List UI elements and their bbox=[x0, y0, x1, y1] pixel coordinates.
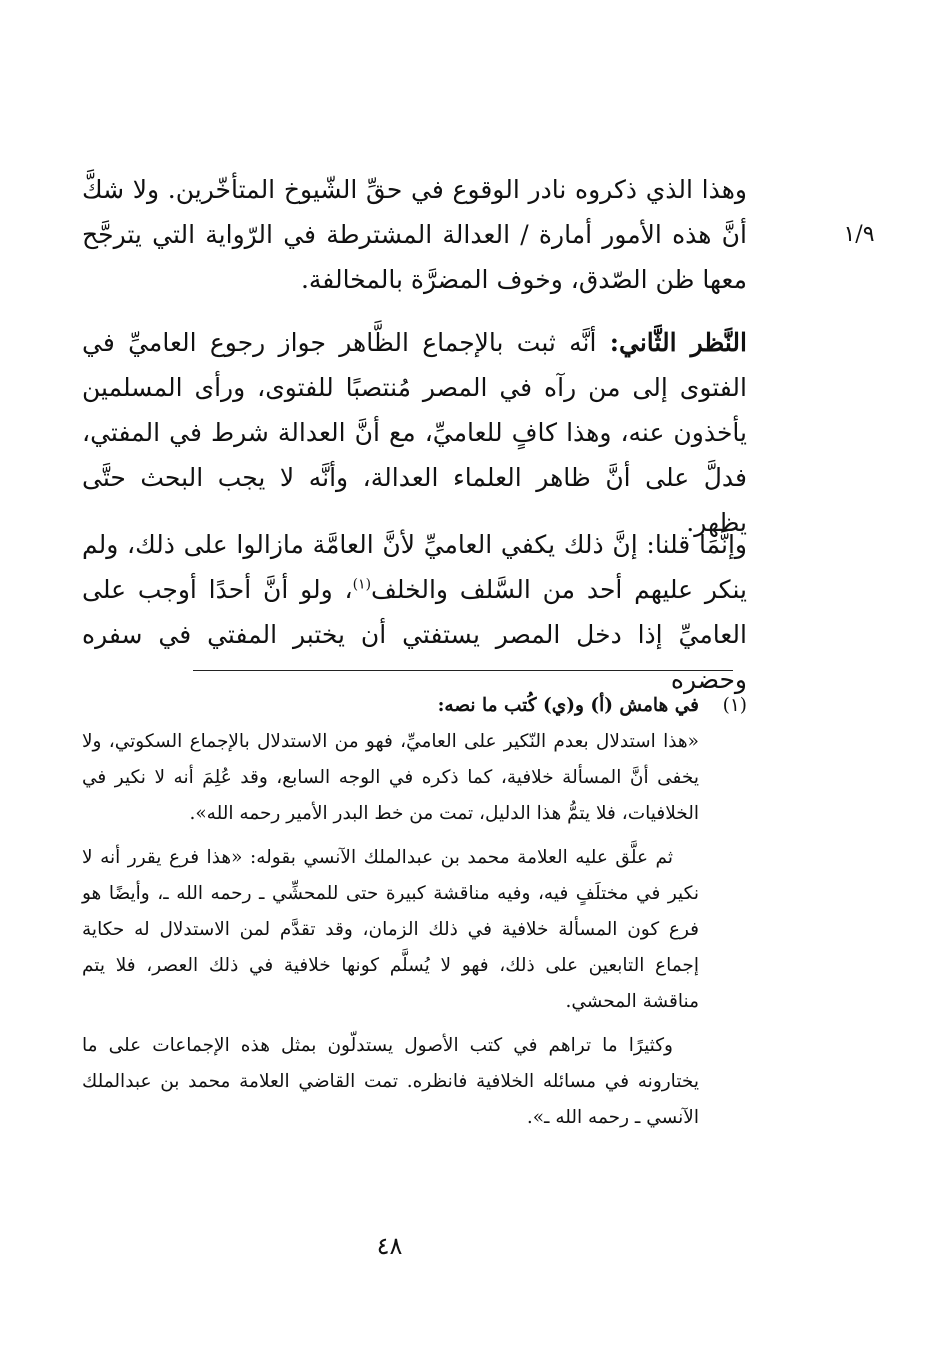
footnote-divider bbox=[193, 670, 733, 671]
paragraph-1 bbox=[82, 167, 747, 302]
paragraph-3-text-start: وإنَّمَا قلنا: إنَّ ذلك يكفي العاميِّ لأنَّ العامَّة مازالوا على ذلك، ولم ينكر عليهم أحد من السَّلف والخلف bbox=[82, 530, 747, 604]
paragraph-3 bbox=[82, 522, 747, 702]
page-number: ٤٨ bbox=[376, 1232, 403, 1260]
footnote-heading: في هامش (أ) و(ي) كُتب ما نصه: bbox=[437, 695, 699, 716]
footnote-paragraph-2: ثم علَّق عليه العلامة محمد بن عبدالملك الآنسي بقوله: «هذا فرع يقرر أنه لا نكير في مختلَفٍ فيه، وفيه مناقشة كبيرة حتى للمحشِّي ـ رحمه الله ـ، وأيضًا هو فرع كون المسألة خلافية في ذلك الزمان، وقد تقدَّم لمن الاستدلال له حكاية إجماع التابعين على ذلك، فهو لا يُسلَّم كونها خلافية في ذلك العصر، فلا يتم مناقشة المحشي. bbox=[82, 847, 699, 1012]
footnote-section bbox=[82, 688, 747, 1136]
paragraph-1-text: وهذا الذي ذكروه نادر الوقوع في حقِّ الشّيوخ المتأخّرين. ولا شكَّ أنَّ هذه الأمور أمارة / العدالة المشترطة في الرّواية التي يترجَّح معها ظن الصّدق، وخوف المضرَّة بالمخالفة. bbox=[82, 175, 747, 294]
footnote-number: (١) bbox=[722, 695, 747, 716]
paragraph-3-text-end: ، ولو أنَّ أحدًا أوجب على العاميِّ إذا دخل المصر يستفتي أن يختبر المفتي في سفره وحضره bbox=[82, 575, 747, 694]
footnote-heading-line bbox=[82, 688, 747, 724]
footnote-marker: (١) bbox=[352, 576, 372, 593]
footnote-paragraph-3: وكثيرًا ما تراهم في كتب الأصول يستدلّون بمثل هذه الإجماعات على ما يختارونه في مسائله الخلافية فانظره. تمت القاضي العلامة محمد بن عبدالملك الآنسي ـ رحمه الله ـ». bbox=[82, 1035, 699, 1128]
paragraph-2-text: أنَّه ثبت بالإجماع الظَّاهر جواز رجوع العاميِّ في الفتوى إلى من رآه في المصر مُنتصبًا للفتوى، ورأى المسلمين يأخذون عنه، وهذا كافٍ للعاميِّ، مع أنَّ العدالة شرط في المفتي، فدلَّ على أنَّ ظاهر العلماء العدالة، وأنَّه لا يجب البحث حتَّى يظهر. bbox=[82, 328, 747, 537]
footnote-paragraph-1: «هذا استدلال بعدم النّكير على العاميِّ، فهو من الاستدلال بالإجماع السكوتي، ولا يخفى أنَّ المسألة خلافية، كما ذكره في الوجه السابع، وقد عُلِمَ أنه لا نكير في الخلافيات، فلا يتمُّ هذا الدليل، تمت من خط البدر الأمير رحمه الله». bbox=[82, 731, 699, 824]
paragraph-2 bbox=[82, 320, 747, 545]
paragraph-2-heading: النَّظر الثَّاني: bbox=[609, 328, 747, 357]
margin-reference: ١/٩ bbox=[843, 222, 875, 247]
